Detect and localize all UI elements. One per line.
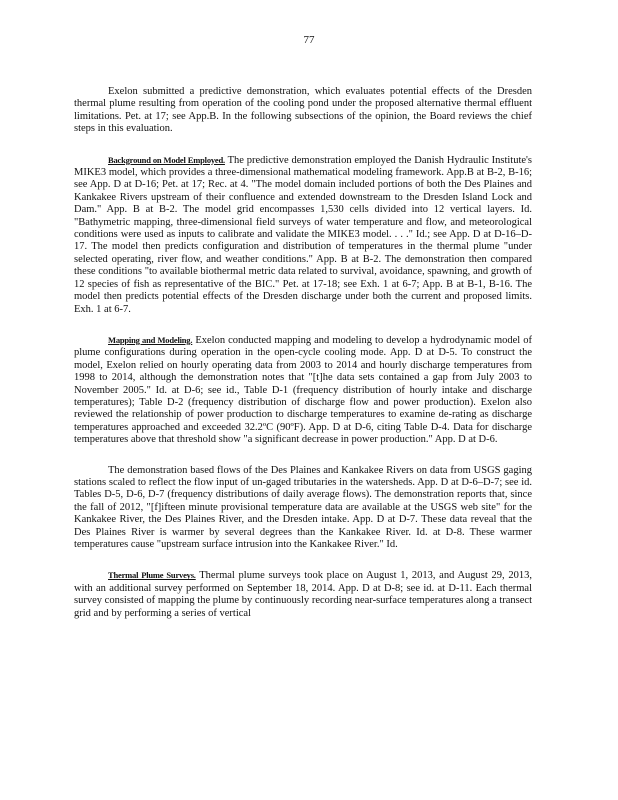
paragraph-intro: [74, 86, 532, 136]
paragraph-river-flows: [74, 465, 532, 552]
paragraph-text: The demonstration based flows of the Des Plaines and Kankakee Rivers on data from USGS gaging stations scaled to reflect the flow input of un-gaged tributaries in the watersheds. App. D at D-6–D-7; see id. Tables D-5, D-6, D-7 (frequency distributions of daily average flows). The demonstration reports that, since the fall of 2012, "[f]ifteen minute provisional temperature data are available at the USGS web site" for the Kankakee River, the Des Plaines River, and the Dresden intake. App. D at D-7. These data reveal that the Des Plaines River is warmer by several degrees than the Kankakee River. Id. at D-8. These warmer temperatures cause "upstream surface intrusion into the Kankakee River." Id.: [74, 464, 532, 550]
paragraph-background-on-model: [74, 154, 532, 316]
paragraph-thermal-plume-surveys: [74, 569, 532, 620]
section-heading: Background on Model Employed.: [108, 154, 225, 165]
section-heading: Thermal Plume Surveys.: [108, 570, 196, 581]
paragraph-text: The predictive demonstration employed the Danish Hydraulic Institute's MIKE3 model, which provides a three-dimensional mathematical modeling framework. App.B at B-2, B-16; see App. D at D-16; Pet. at 17; Rec. at 4. "The model domain included portions of both the Des Plaines and Kankakee Rivers upstream of their confluence and extended downstream to the Dresden Island Lock and Dam." App. B at B-2. The model grid encompasses 1,530 cells divided into 12 vertical layers. Id. "Bathymetric mapping, three-dimensional field surveys of water temperature and flow, and meteorological conditions were used as inputs to calibrate and validate the MIKE3 model. . . ." Id.; see App. D at D-16–D-17. The model then predicts configuration and distribution of temperatures in the thermal plume "under selected operating, river flow, and weather conditions." App. B at B-2. The demonstration then compared these conditions "to available biothermal metric data related to survival, avoidance, spawning, and growth of 12 species of fish as representative of the BIC." Pet. at 17-18; see Exh. 1 at 6-7; App. B at B-1, B-16. The model then predicts potential effects of the Dresden discharge under both the current and proposed limits. Exh. 1 at 6-7.: [74, 154, 533, 315]
section-heading: Mapping and Modeling.: [108, 334, 193, 345]
page-number: 77: [303, 34, 315, 46]
paragraph-text: Exelon submitted a predictive demonstration, which evaluates potential effects of the Dresden thermal plume resulting from operation of the cooling pond under the proposed alternative thermal effluent limitations. Pet. at 17; see App.B. In the following subsections of the opinion, the Board reviews the chief steps in this evaluation.: [74, 86, 532, 135]
document-body: [74, 86, 532, 638]
paragraph-text: Thermal plume surveys took place on August 1, 2013, and August 29, 2013, with an additional survey performed on September 18, 2014. App. D at D-8; see id. at D-11. Each thermal survey consisted of mapping the plume by continuously recording near-surface temperatures along a transect grid and by performing a series of vertical: [74, 570, 532, 619]
paragraph-text: Exelon conducted mapping and modeling to develop a hydrodynamic model of plume configurations during operation in the open-cycle cooling mode. App. D at D-5. To construct the model, Exelon relied on hourly operating data from 2003 to 2014 and hourly discharge temperatures from 1998 to 2014, although the demonstration notes that "[t]he data sets contained a gap from July 2003 to November 2005." Id. at D-6; see id., Table D-1 (frequency distribution of hourly intake and discharge temperatures); Table D-2 (frequency distribution of discharge flow and power production). Exelon also reviewed the relationship of power production to discharge temperatures to examine de-rating as discharge temperatures approached and exceeded 32.2ºC (90ºF). App. D at D-6, citing Table D-4. Data for discharge temperatures above that threshold show "a significant decrease in power production." App. D at D-6.: [74, 334, 533, 446]
paragraph-mapping-and-modeling: [74, 334, 532, 447]
